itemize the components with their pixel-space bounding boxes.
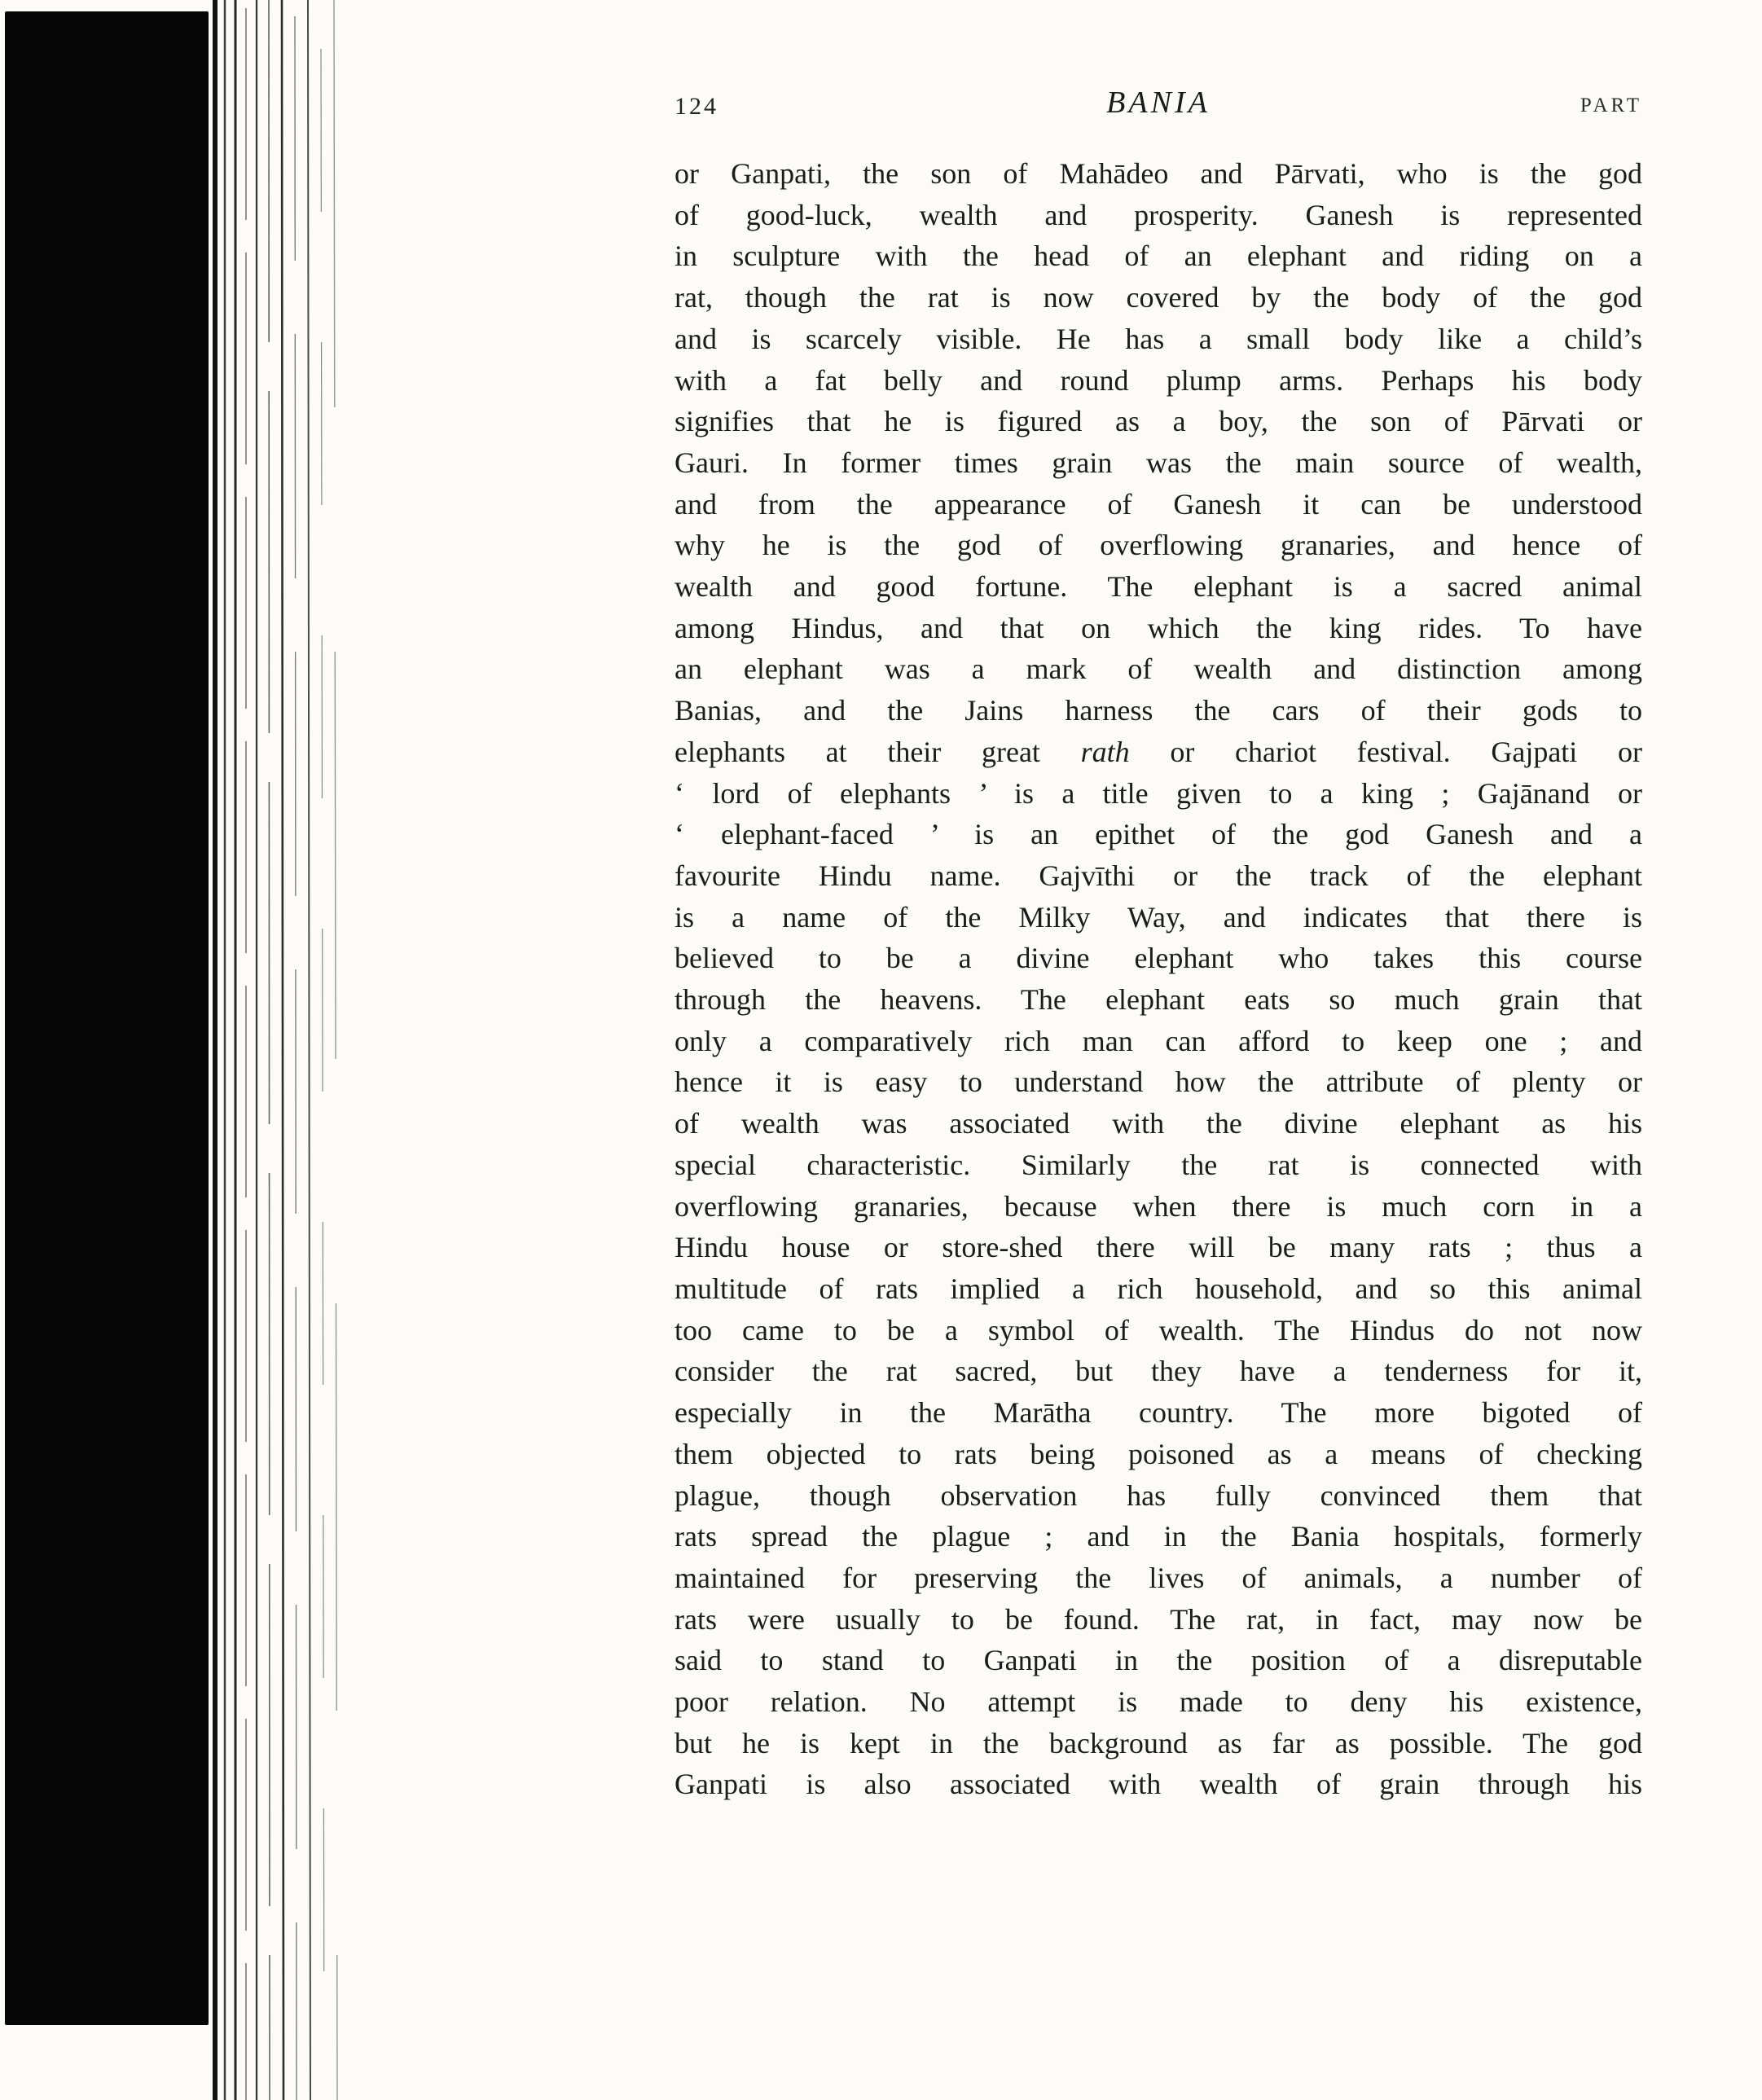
text-line: of wealth was associated with the divine elephant as his — [674, 1107, 1642, 1140]
text-line: Hindu house or store-shed there will be many rats ; thus a — [674, 1231, 1642, 1264]
text-line: favourite Hindu name. Gajvīthi or the track of the elephant — [674, 859, 1642, 892]
text-line: only a comparatively rich man can afford to keep one ; and — [674, 1024, 1642, 1057]
text-line: ‘ lord of elephants ’ is a title given to a king ; Gajānand or — [674, 776, 1642, 810]
text-line: and from the appearance of Ganesh it can be understood — [674, 487, 1642, 521]
text-line: believed to be a divine elephant who takes this course — [674, 942, 1642, 975]
text-line: too came to be a symbol of wealth. The Hindus do not now — [674, 1313, 1642, 1347]
text-line: multitude of rats implied a rich household, and so this animal — [674, 1272, 1642, 1305]
text-line: plague, though observation has fully convinced them that — [674, 1478, 1642, 1512]
text-line: rat, though the rat is now covered by the body of the god — [674, 281, 1642, 314]
page-header — [674, 81, 1642, 127]
text-line: is a name of the Milky Way, and indicates that there is — [674, 900, 1642, 934]
text-line: and is scarcely visible. He has a small body like a child’s — [674, 322, 1642, 355]
page-number: 124 — [674, 93, 718, 120]
page-content — [674, 81, 1642, 1805]
text-line: ‘ elephant-faced ’ is an epithet of the god Ganesh and a — [674, 818, 1642, 851]
text-line: in sculpture with the head of an elephant and riding on a — [674, 239, 1642, 273]
text-line: why he is the god of overflowing granaries, and hence of — [674, 529, 1642, 562]
text-block — [674, 153, 1642, 1805]
text-line: through the heavens. The elephant eats so much grain that — [674, 983, 1642, 1017]
text-line: with a fat belly and round plump arms. Perhaps his body — [674, 363, 1642, 397]
text-line: Ganpati is also associated with wealth of grain through his — [674, 1768, 1642, 1801]
text-line: maintained for preserving the lives of animals, a number of — [674, 1561, 1642, 1594]
text-line: of good-luck, wealth and prosperity. Ganesh is represented — [674, 198, 1642, 231]
text-line: or Ganpati, the son of Mahādeo and Pārvati, who is the god — [674, 157, 1642, 190]
text-line: but he is kept in the background as far as possible. The god — [674, 1726, 1642, 1760]
text-line: especially in the Marātha country. The more bigoted of — [674, 1396, 1642, 1430]
text-line: rats were usually to be found. The rat, in fact, may now be — [674, 1602, 1642, 1636]
text-line: elephants at their great rath or chariot festival. Gajpati or — [674, 735, 1642, 768]
running-title: BANIA — [1106, 86, 1211, 120]
text-line: poor relation. No attempt is made to deny his existence, — [674, 1685, 1642, 1719]
text-line: Gauri. In former times grain was the main source of wealth, — [674, 446, 1642, 479]
page-edge-lines — [209, 0, 347, 2100]
text-line: overflowing granaries, because when there is much corn in a — [674, 1189, 1642, 1223]
part-label: PART — [1580, 94, 1642, 116]
text-line: an elephant was a mark of wealth and distinction among — [674, 652, 1642, 686]
text-line: them objected to rats being poisoned as a means of checking — [674, 1437, 1642, 1470]
text-line: said to stand to Ganpati in the position of a disreputable — [674, 1644, 1642, 1677]
text-line: special characteristic. Similarly the rat is connected with — [674, 1148, 1642, 1181]
text-line: among Hindus, and that on which the king rides. To have — [674, 611, 1642, 644]
text-line: Banias, and the Jains harness the cars of their gods to — [674, 694, 1642, 727]
text-line: signifies that he is figured as a boy, the son of Pārvati or — [674, 405, 1642, 438]
text-line: consider the rat sacred, but they have a tenderness for it, — [674, 1355, 1642, 1388]
text-line: rats spread the plague ; and in the Bania hospitals, formerly — [674, 1520, 1642, 1553]
scan-black-band — [5, 11, 209, 2025]
text-line: wealth and good fortune. The elephant is a sacred animal — [674, 570, 1642, 604]
text-line: hence it is easy to understand how the attribute of plenty or — [674, 1065, 1642, 1099]
